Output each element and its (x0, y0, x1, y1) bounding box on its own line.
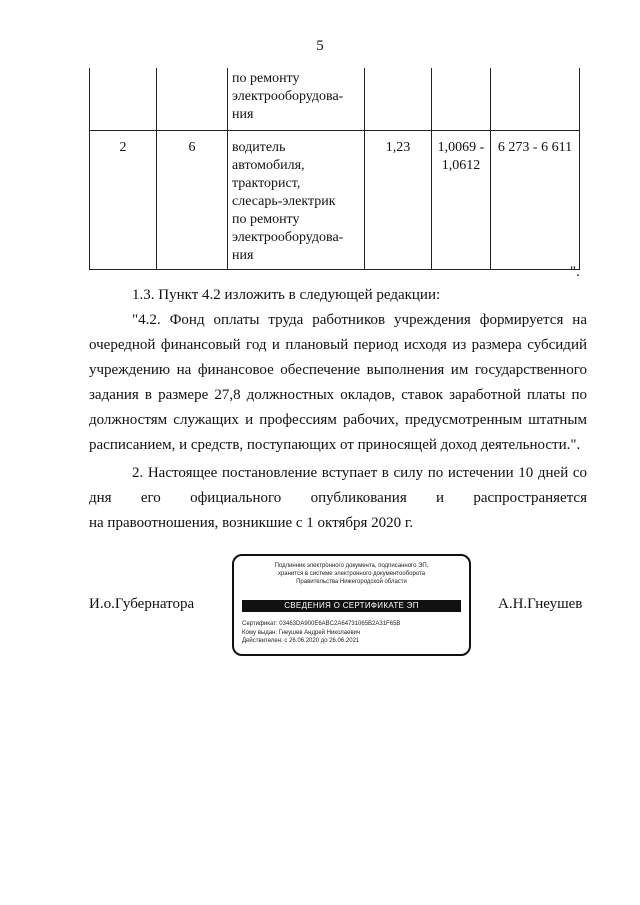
stamp-header-line: хранится в системе электронного документооборота (277, 571, 426, 577)
profession-line: слесарь-электрик (232, 194, 336, 209)
stamp-validity: Действителен: с 26.06.2020 до 26.06.2021 (242, 638, 360, 644)
table-cell-salary (491, 68, 580, 131)
table-row (90, 131, 580, 270)
table-cell-level (157, 68, 228, 131)
range-line: 1,0612 (441, 158, 481, 173)
profession-line: по ремонту (232, 212, 300, 227)
table-cell-salary: 6 273 - 6 611 (491, 131, 580, 270)
stamp-header-line: Правительства Нижегородской области (296, 579, 407, 585)
stamp-certificate: Сертификат: 03463DA900E6ABC2A64731065B2A31F65B (242, 621, 401, 627)
signatory-title: И.о.Губернатора (89, 596, 195, 612)
profession-line: электрооборудова- (232, 89, 344, 104)
table-row (90, 68, 580, 131)
stamp-header-line: Подлинник электронного документа, подписанного ЭП, (274, 563, 429, 569)
stamp-header (234, 562, 469, 586)
profession-line: ния (232, 107, 254, 122)
digital-signature-stamp (232, 554, 471, 656)
table-cell-profession (228, 68, 365, 131)
paragraph-amendment: 1.3. Пункт 4.2 изложить в следующей редакции: (132, 287, 441, 303)
table-cell-range (432, 68, 491, 131)
table-cell-profession (228, 131, 365, 270)
paragraph-effective-date: 2. Настоящее постановление вступает в силу по истечении 10 дней со дня его официального опубликования и распространяется (89, 465, 587, 506)
table-cell-coefficient (365, 68, 432, 131)
profession-line: по ремонту (232, 71, 300, 86)
signatory-name: А.Н.Гнеушев (498, 596, 583, 612)
range-line: 1,0069 - (437, 140, 485, 155)
salary-table (89, 68, 580, 270)
table-cell-group (90, 68, 157, 131)
profession-line: тракторист, (232, 176, 301, 191)
stamp-issued-to: Кому выдан: Гнеушев Андрей Николаевич (242, 629, 361, 636)
page-number: 5 (316, 38, 324, 54)
stamp-details (242, 620, 464, 646)
paragraph-clause-4-2: "4.2. Фонд оплаты труда работников учреждения формируется на очередной финансовый год и плановый период исходя из размера субсидий учреждению на финансовое обеспечение выполнения им государственного задания в размере 27,8 должностных окладов, ставок заработной платы по должностям служащих и профессиям рабочих, предусмотренным штатным расписанием, и средств, поступающих от приносящей доход деятельности.". (89, 312, 587, 453)
table-closing-quote: ". (570, 264, 580, 280)
profession-line: водитель (232, 140, 286, 155)
profession-line: ния (232, 248, 254, 263)
profession-line: электрооборудова- (232, 230, 344, 245)
table-cell-group: 2 (90, 131, 157, 270)
stamp-title: СВЕДЕНИЯ О СЕРТИФИКАТЕ ЭП (242, 600, 461, 612)
paragraph-effective-date-end: на правоотношения, возникшие с 1 октября 2020 г. (89, 515, 414, 531)
table-cell-coefficient: 1,23 (365, 131, 432, 270)
table-cell-range (432, 131, 491, 270)
table-cell-level: 6 (157, 131, 228, 270)
profession-line: автомобиля, (232, 158, 305, 173)
